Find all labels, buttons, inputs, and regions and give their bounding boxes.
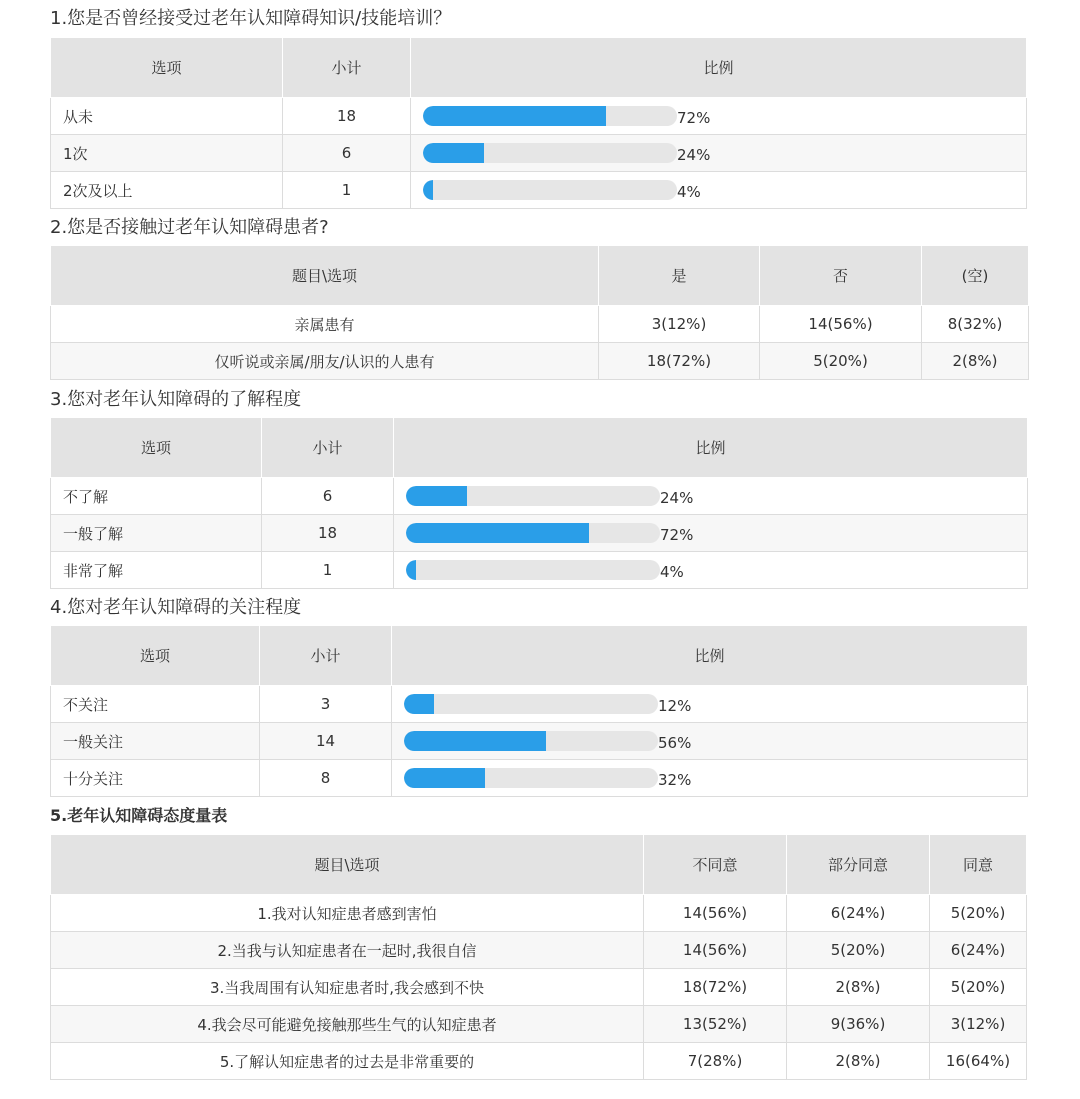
progress-track xyxy=(423,106,677,126)
header-disagree: 不同意 xyxy=(644,835,787,895)
header-count: 小计 xyxy=(260,626,392,686)
progress-track xyxy=(404,731,658,751)
progress-track xyxy=(404,694,658,714)
table-row xyxy=(51,1043,1027,1080)
table-row xyxy=(51,760,1028,797)
table-header-row xyxy=(51,418,1028,478)
table-row xyxy=(51,723,1028,760)
value-cell: 7(28%) xyxy=(644,1043,787,1080)
header-option: 选项 xyxy=(51,38,283,98)
header-option: 选项 xyxy=(51,418,262,478)
question-2-title: 2.您是否接触过老年认知障碍患者? xyxy=(50,217,329,238)
table-row xyxy=(51,932,1027,969)
progress-track xyxy=(404,768,658,788)
progress-fill xyxy=(423,106,606,126)
value-cell: 5(20%) xyxy=(930,969,1027,1006)
item-label: 仅听说或亲属/朋友/认识的人患有 xyxy=(51,343,599,380)
value-cell: 3(12%) xyxy=(599,306,760,343)
value-cell: 8(32%) xyxy=(922,306,1029,343)
ratio-cell xyxy=(394,515,1028,552)
table-row xyxy=(51,343,1029,380)
option-count: 6 xyxy=(283,135,411,172)
option-label: 1次 xyxy=(51,135,283,172)
item-label: 亲属患有 xyxy=(51,306,599,343)
header-count: 小计 xyxy=(262,418,394,478)
question-1-title: 1.您是否曾经接受过老年认知障碍知识/技能培训？ xyxy=(50,8,452,29)
value-cell: 3(12%) xyxy=(930,1006,1027,1043)
ratio-cell xyxy=(411,135,1027,172)
progress-fill xyxy=(406,486,467,506)
value-cell: 5(20%) xyxy=(930,895,1027,932)
value-cell: 16(64%) xyxy=(930,1043,1027,1080)
progress-fill xyxy=(406,560,416,580)
table-header-row xyxy=(51,38,1027,98)
header-no: 否 xyxy=(760,246,922,306)
option-count: 3 xyxy=(260,686,392,723)
option-count: 18 xyxy=(262,515,394,552)
percent-label: 12% xyxy=(658,696,692,715)
percent-label: 72% xyxy=(677,108,711,127)
progress-track xyxy=(406,523,660,543)
option-count: 1 xyxy=(262,552,394,589)
table-row xyxy=(51,98,1027,135)
header-count: 小计 xyxy=(283,38,411,98)
table-header-row xyxy=(51,835,1027,895)
option-count: 6 xyxy=(262,478,394,515)
progress-fill xyxy=(406,523,589,543)
table-row xyxy=(51,686,1028,723)
progress-fill xyxy=(404,731,546,751)
percent-label: 24% xyxy=(677,145,711,164)
value-cell: 18(72%) xyxy=(644,969,787,1006)
value-cell: 6(24%) xyxy=(787,895,930,932)
item-label: 4.我会尽可能避免接触那些生气的认知症患者 xyxy=(51,1006,644,1043)
percent-label: 4% xyxy=(660,562,684,581)
table-row xyxy=(51,515,1028,552)
ratio-cell xyxy=(411,172,1027,209)
header-yes: 是 xyxy=(599,246,760,306)
item-label: 5.了解认知症患者的过去是非常重要的 xyxy=(51,1043,644,1080)
table-header-row xyxy=(51,626,1028,686)
progress-fill xyxy=(423,143,484,163)
option-count: 18 xyxy=(283,98,411,135)
table-row xyxy=(51,895,1027,932)
option-label: 非常了解 xyxy=(51,552,262,589)
question-1-table xyxy=(50,37,1027,209)
percent-label: 24% xyxy=(660,488,694,507)
ratio-cell xyxy=(394,478,1028,515)
percent-label: 4% xyxy=(677,182,701,201)
option-label: 十分关注 xyxy=(51,760,260,797)
header-item: 题目\选项 xyxy=(51,246,599,306)
header-ratio: 比例 xyxy=(411,38,1027,98)
value-cell: 5(20%) xyxy=(760,343,922,380)
progress-track xyxy=(423,180,677,200)
table-row xyxy=(51,135,1027,172)
option-label: 从未 xyxy=(51,98,283,135)
progress-fill xyxy=(404,694,434,714)
value-cell: 14(56%) xyxy=(760,306,922,343)
ratio-cell xyxy=(392,760,1028,797)
value-cell: 2(8%) xyxy=(787,1043,930,1080)
progress-track xyxy=(423,143,677,163)
ratio-cell xyxy=(392,686,1028,723)
value-cell: 14(56%) xyxy=(644,932,787,969)
table-row xyxy=(51,969,1027,1006)
header-agree: 同意 xyxy=(930,835,1027,895)
header-option: 选项 xyxy=(51,626,260,686)
option-label: 不关注 xyxy=(51,686,260,723)
percent-label: 32% xyxy=(658,770,692,789)
question-4-table xyxy=(50,625,1028,797)
table-row xyxy=(51,172,1027,209)
progress-track xyxy=(406,560,660,580)
value-cell: 14(56%) xyxy=(644,895,787,932)
table-header-row xyxy=(51,246,1029,306)
value-cell: 2(8%) xyxy=(922,343,1029,380)
value-cell: 2(8%) xyxy=(787,969,930,1006)
question-2-table xyxy=(50,245,1029,380)
table-row xyxy=(51,552,1028,589)
option-label: 一般了解 xyxy=(51,515,262,552)
header-ratio: 比例 xyxy=(394,418,1028,478)
item-label: 3.当我周围有认知症患者时,我会感到不快 xyxy=(51,969,644,1006)
progress-fill xyxy=(404,768,485,788)
question-5-title: 5.老年认知障碍态度量表 xyxy=(50,806,228,825)
header-partly-agree: 部分同意 xyxy=(787,835,930,895)
value-cell: 18(72%) xyxy=(599,343,760,380)
progress-fill xyxy=(423,180,433,200)
progress-track xyxy=(406,486,660,506)
ratio-cell xyxy=(392,723,1028,760)
option-label: 一般关注 xyxy=(51,723,260,760)
option-label: 2次及以上 xyxy=(51,172,283,209)
item-label: 2.当我与认知症患者在一起时,我很自信 xyxy=(51,932,644,969)
value-cell: 13(52%) xyxy=(644,1006,787,1043)
header-empty: (空) xyxy=(922,246,1029,306)
question-5-table xyxy=(50,834,1027,1080)
question-3-table xyxy=(50,417,1028,589)
option-count: 1 xyxy=(283,172,411,209)
value-cell: 6(24%) xyxy=(930,932,1027,969)
header-item: 题目\选项 xyxy=(51,835,644,895)
option-count: 8 xyxy=(260,760,392,797)
item-label: 1.我对认知症患者感到害怕 xyxy=(51,895,644,932)
option-count: 14 xyxy=(260,723,392,760)
option-label: 不了解 xyxy=(51,478,262,515)
percent-label: 72% xyxy=(660,525,694,544)
question-3-title: 3.您对老年认知障碍的了解程度 xyxy=(50,389,302,410)
percent-label: 56% xyxy=(658,733,692,752)
table-row xyxy=(51,1006,1027,1043)
table-row xyxy=(51,306,1029,343)
value-cell: 5(20%) xyxy=(787,932,930,969)
value-cell: 9(36%) xyxy=(787,1006,930,1043)
question-4-title: 4.您对老年认知障碍的关注程度 xyxy=(50,597,302,618)
ratio-cell xyxy=(411,98,1027,135)
table-row xyxy=(51,478,1028,515)
header-ratio: 比例 xyxy=(392,626,1028,686)
ratio-cell xyxy=(394,552,1028,589)
